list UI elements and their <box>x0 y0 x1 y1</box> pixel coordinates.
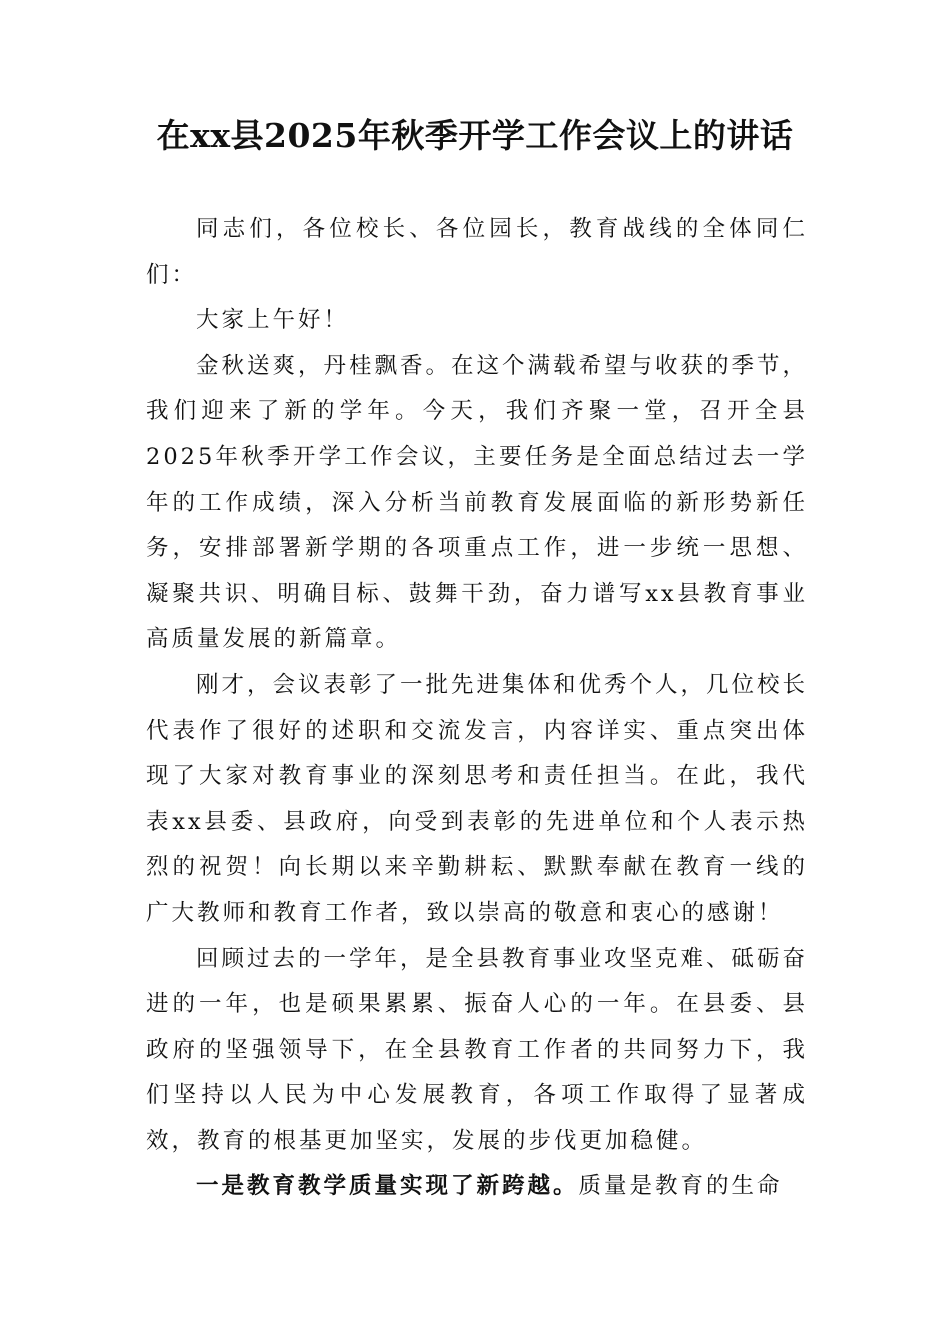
paragraph-opening: 金秋送爽，丹桂飘香。在这个满载希望与收获的季节，我们迎来了新的学年。今天，我们齐聚一堂，召开全县2025年秋季开学工作会议，主要任务是全面总结过去一学年的工作成绩，深入分析当前教育发展面临的新形势新任务，安排部署新学期的各项重点工作，进一步统一思想、凝聚共识、明确目标、鼓舞干劲，奋力谱写xx县教育事业高质量发展的新篇章。 <box>146 352 809 653</box>
paragraph-review: 回顾过去的一学年，是全县教育事业攻坚克难、砥砺奋进的一年，也是硕果累累、振奋人心的一年。在县委、县政府的坚强领导下，在全县教育工作者的共同努力下，我们坚持以人民为中心发展教育，各项工作取得了显著成效，教育的根基更加坚实，发展的步伐更加稳健。 <box>146 945 809 1154</box>
paragraph-salutation: 同志们，各位校长、各位园长，教育战线的全体同仁们： <box>146 216 808 288</box>
document-body <box>146 207 808 1210</box>
paragraph-commendation: 刚才，会议表彰了一批先进集体和优秀个人，几位校长代表作了很好的述职和交流发言，内容详实、重点突出体现了大家对教育事业的深刻思考和责任担当。在此，我代表xx县委、县政府，向受到表彰的先进单位和个人表示热烈的祝贺！向长期以来辛勤耕耘、默默奉献在教育一线的广大教师和教育工作者，致以崇高的敬意和衷心的感谢！ <box>146 671 809 926</box>
paragraph-point-one <box>146 1164 808 1210</box>
paragraph-greeting: 大家上午好！ <box>196 307 350 334</box>
paragraph-point-one-text: 质量是教育的生命 <box>578 1173 783 1200</box>
paragraph-lead-heading: 一是教育教学质量实现了新跨越。 <box>196 1173 579 1200</box>
document-title: 在xx县2025年秋季开学工作会议上的讲话 <box>156 116 794 155</box>
